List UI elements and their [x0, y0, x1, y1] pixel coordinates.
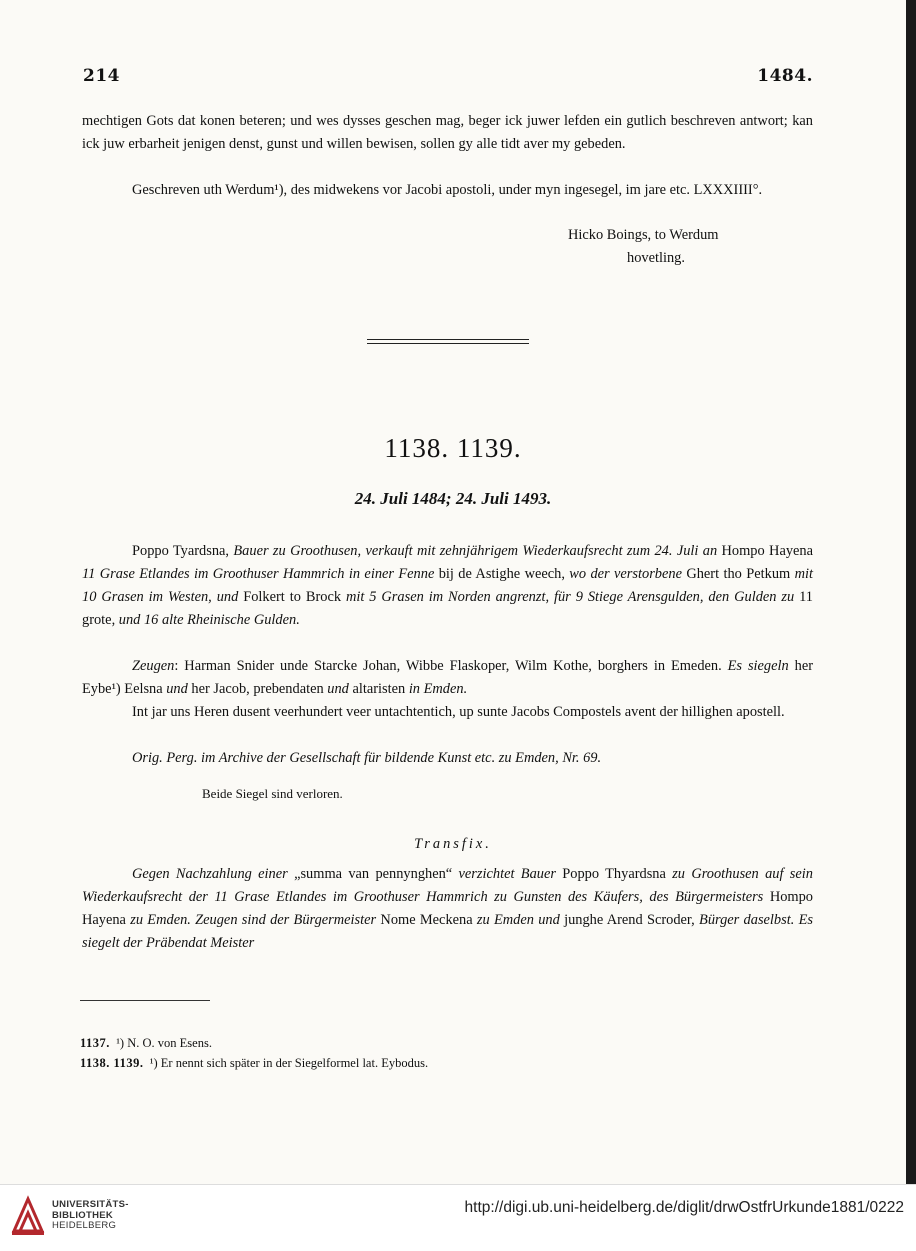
- witnesses-seg: : Harman Snider unde Starcke Johan, Wibbe Flaskoper, Wilm Kothe, borghers in Emeden.: [174, 658, 728, 674]
- signature-line-2: hovetling.: [627, 250, 685, 266]
- summary-seg: Bauer zu Groothusen, verkauft mit zehnjährigem Wiederkaufsrecht zum 24. Juli an: [233, 543, 722, 559]
- origin-text: Orig. Perg. im Archive der Gesellschaft für bildende Kunst etc. zu Emden, Nr. 69.: [132, 750, 602, 766]
- summary-paragraph: [82, 540, 813, 632]
- library-logo-icon[interactable]: [10, 1193, 46, 1239]
- seal-note: Beide Siegel sind verloren.: [202, 786, 343, 801]
- footnote-rule: [80, 1000, 210, 1001]
- running-head-year: 1484.: [757, 66, 813, 86]
- summary-seg: und 16 alte Rheinische Gulden.: [118, 612, 300, 628]
- scan-edge: [906, 0, 916, 1184]
- footnote-text: ¹) N. O. von Esens.: [116, 1036, 212, 1050]
- footnote-ref: 1138. 1139.: [80, 1056, 144, 1070]
- summary-seg: wo der verstorbene: [569, 566, 687, 582]
- witnesses-paragraph: [82, 655, 813, 701]
- transfix-heading: Transfix.: [414, 836, 492, 852]
- witnesses-seg: her Jacob, prebendaten: [191, 681, 328, 697]
- witnesses-seg: in Emden.: [408, 681, 468, 697]
- prev-doc-paragraph: [82, 110, 813, 156]
- document-date: 24. Juli 1484; 24. Juli 1493.: [354, 489, 552, 508]
- origin-note: [82, 747, 813, 770]
- witnesses-seg: altaristen: [352, 681, 409, 697]
- transfix-seg: verzichtet Bauer: [458, 866, 563, 882]
- transfix-seg: Bürger daselbst. Es siegelt der Präbendat Meister: [82, 912, 813, 951]
- footnote-1137: [80, 1036, 212, 1051]
- summary-seg: mit 10 Grasen im Westen, und: [82, 566, 813, 605]
- summary-seg: Poppo Tyardsna,: [132, 543, 234, 559]
- transfix-seg: „summa van pennynghen“: [294, 866, 459, 882]
- library-logo-text: [52, 1200, 129, 1232]
- summary-seg: 11 grote,: [82, 589, 813, 628]
- footnote-text: ¹) Er nennt sich später in der Siegelformel lat. Eybodus.: [149, 1056, 429, 1070]
- witnesses-seg: Es siegeln: [727, 658, 795, 674]
- witnesses-seg: her Eybe¹) Eelsna: [82, 658, 813, 697]
- witnesses-seg: und: [166, 681, 192, 697]
- transfix-seg: zu Emden. Zeugen sind der Bürgermeister: [130, 912, 381, 928]
- prev-doc-text: mechtigen Gots dat konen beteren; und wes dysses geschen mag, beger ick juwer lefden ein gutlich beschreven antwort; kan ick juw erbarheit jenigen denst, gunst und willen bewisen, sollen gy alle tidt aver my gebeden.: [82, 113, 813, 152]
- transfix-seg: zu Emden und: [476, 912, 565, 928]
- summary-seg: Folkert to Brock: [243, 589, 346, 605]
- witnesses-label: Zeugen: [132, 658, 175, 674]
- transfix-seg: Poppo Thyardsna: [562, 866, 673, 882]
- transfix-seg: zu Groothusen auf sein Wiederkaufsrecht der 11 Grase Etlandes im Groothuser Hammrich zu Gunsten des Käufers, des Bürgermeisters: [82, 866, 813, 905]
- summary-seg: 11 Grase Etlandes im Groothuser Hammrich in einer Fenne: [82, 566, 439, 582]
- prev-doc-dating: [82, 179, 813, 202]
- transfix-seg: Gegen Nachzahlung einer: [132, 866, 295, 882]
- transfix-seg: Nome Meckena: [380, 912, 477, 928]
- date-clause-text: Int jar uns Heren dusent veerhundert veer untachtentich, up sunte Jacobs Compostels avent der hillighen apostell.: [132, 704, 785, 720]
- summary-seg: mit 5 Grasen im Norden angrenzt, für 9 Stiege Arensgulden, den Gulden zu: [345, 589, 800, 605]
- signature-line-1: Hicko Boings, to Werdum: [568, 227, 719, 243]
- document-number: 1138. 1139.: [384, 433, 522, 463]
- page-number: 214: [83, 66, 120, 86]
- footnote-ref: 1137.: [80, 1036, 110, 1050]
- date-clause: [82, 701, 813, 724]
- viewer-footer: [0, 1184, 916, 1251]
- transfix-seg: junghe Arend Scroder,: [564, 912, 700, 928]
- logo-line: UNIVERSITÄTS-: [52, 1199, 129, 1210]
- permalink-url[interactable]: http://digi.ub.uni-heidelberg.de/diglit/drwOstfrUrkunde1881/0222: [464, 1199, 904, 1216]
- summary-seg: Ghert tho Petkum: [686, 566, 795, 582]
- witnesses-seg: und: [327, 681, 353, 697]
- summary-seg: bij de Astighe weech,: [438, 566, 570, 582]
- section-divider: [367, 339, 529, 344]
- prev-doc-dating-text: Geschreven uth Werdum¹), des midwekens vor Jacobi apostoli, under myn ingesegel, im jare etc. LXXXIIII°.: [132, 182, 763, 198]
- transfix-paragraph: [82, 863, 813, 955]
- footnote-1138: [80, 1056, 428, 1071]
- logo-line: BIBLIOTHEK: [52, 1209, 114, 1221]
- transfix-seg: Hompo Hayena: [82, 889, 813, 928]
- summary-seg: Hompo Hayena: [721, 543, 813, 559]
- logo-line: HEIDELBERG: [52, 1220, 117, 1231]
